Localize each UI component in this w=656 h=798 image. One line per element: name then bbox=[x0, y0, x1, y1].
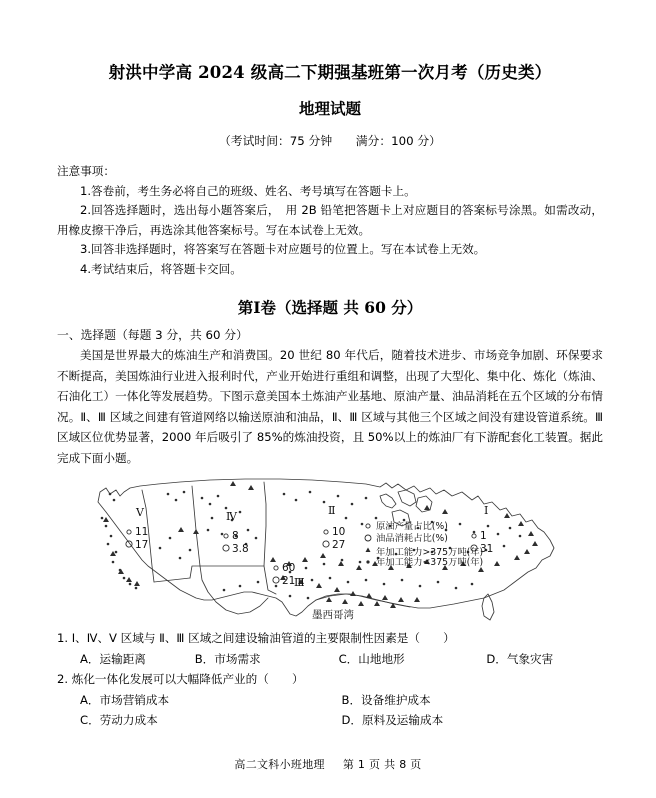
part-label: 一、选择题（每题 3 分，共 60 分） bbox=[57, 328, 248, 342]
ocean-label: 墨西哥湾 bbox=[312, 609, 354, 621]
region-5-consumption: 17 bbox=[135, 539, 149, 551]
region-4-consumption: 3.8 bbox=[232, 543, 249, 555]
refinery-small-dots bbox=[101, 491, 522, 600]
question-1-options bbox=[57, 649, 603, 670]
question-list bbox=[57, 628, 603, 731]
map-legend bbox=[365, 520, 483, 568]
region-label-5: Ⅴ bbox=[136, 506, 144, 519]
region-label-3: Ⅲ bbox=[294, 576, 305, 589]
region-2-crude: 10 bbox=[332, 526, 346, 538]
refinery-triangles bbox=[103, 481, 538, 608]
region-4-crude: 8 bbox=[232, 530, 239, 542]
notice-item-3: 3.回答非选择题时，将答案写在答题卡对应题号的位置上。写在本试卷上无效。 bbox=[80, 242, 486, 256]
region-1-crude: 1 bbox=[480, 530, 487, 542]
legend-text-1: 原油产量占比(%) bbox=[376, 521, 448, 532]
question-2-option-d[interactable]: D．原料及运输成本 bbox=[341, 713, 444, 727]
page-footer bbox=[0, 756, 656, 772]
region-label-1: Ⅰ bbox=[484, 504, 489, 517]
legend-text-4: 年加工能力<375万吨(年) bbox=[376, 557, 484, 568]
question-1-option-d[interactable]: D．气象灾害 bbox=[486, 651, 554, 666]
footer-course-label: 高二文科小班地理 bbox=[234, 758, 325, 771]
notice-heading: 注意事项： bbox=[57, 164, 115, 178]
legend-text-2: 油品消耗占比(%) bbox=[376, 533, 448, 544]
question-1-option-b[interactable]: B．市场需求 bbox=[194, 651, 261, 666]
region-label-2: Ⅱ bbox=[328, 504, 336, 517]
region-3-consumption: 21 bbox=[282, 575, 296, 587]
question-1-option-a[interactable]: A．运输距离 bbox=[80, 651, 146, 666]
question-1-stem: 1. Ⅰ、Ⅳ、Ⅴ 区域与 Ⅱ、Ⅲ 区域之间建设输油管道的主要限制性因素是（ ） bbox=[57, 631, 455, 645]
region-1-consumption: 31 bbox=[480, 543, 494, 555]
legend-text-3: 年加工能力>375万吨(年) bbox=[376, 547, 484, 558]
question-2-stem: 2. 炼化一体化发展可以大幅降低产业的（ ） bbox=[57, 672, 304, 686]
page-title: 射洪中学高 2024 级高二下期强基班第一次月考（历史类） bbox=[108, 63, 552, 82]
question-2-option-a[interactable]: A．市场营销成本 bbox=[80, 692, 170, 707]
question-1-option-c[interactable]: C．山地地形 bbox=[338, 651, 405, 666]
question-2-option-c[interactable]: C．劳动力成本 bbox=[80, 713, 158, 727]
question-2-options-row-1 bbox=[57, 690, 603, 711]
question-2-options-row-2 bbox=[57, 710, 603, 731]
subject-title: 地理试题 bbox=[298, 99, 361, 118]
page-content bbox=[57, 0, 603, 731]
reading-passage: 美国是世界最大的炼油生产和消费国。20 世纪 80 年代后，随着技术进步、市场竞争加剧、环保要求不断提高，美国炼油行业进入报利时代，产业开始进行重组和调整，出现了大型化、集中化、炼化（炼油、石油化工）一体化等发展趋势。下图示意美国本土炼油产业基地、原油产量、油品消耗在五个区域的分布情况。Ⅱ、Ⅲ 区域之间建有管道网络以输送原油和油品，Ⅱ、Ⅲ 区域与其他三个区域之间没有建设管道系统。Ⅲ 区域区位优势显著，2000 年后吸引了 85%的炼油投资，且 50%以上的炼油厂有下游配套化工装置。据此完成下面小题。 bbox=[57, 348, 603, 465]
region-5-crude: 11 bbox=[135, 526, 149, 538]
notice-block bbox=[57, 162, 603, 279]
notice-item-2: 2.回答选择题时，选出每小题答案后， 用 2B 铅笔把答题卡上对应题目的答案标号涂黑。如需改动，用橡皮擦干净后，再选涂其他答案标号。写在本试卷上无效。 bbox=[57, 203, 603, 237]
exam-info: （考试时间：75 分钟 满分：100 分） bbox=[219, 134, 441, 148]
section-title: 第Ⅰ卷（选择题 共 60 分） bbox=[237, 298, 423, 317]
footer-page-info: 第 1 页 共 8 页 bbox=[342, 758, 422, 771]
region-label-4: Ⅳ bbox=[226, 510, 237, 523]
region-3-crude: 60 bbox=[282, 562, 296, 574]
map-svg bbox=[80, 474, 580, 622]
notice-item-1: 1.答卷前，考生务必将自己的班级、姓名、考号填写在答题卡上。 bbox=[80, 183, 416, 198]
figure-us-refining-map bbox=[57, 474, 603, 622]
region-2-consumption: 27 bbox=[332, 539, 346, 551]
question-2-option-b[interactable]: B．设备维护成本 bbox=[341, 692, 431, 707]
notice-item-4: 4.考试结束后，将答题卡交回。 bbox=[80, 261, 242, 276]
